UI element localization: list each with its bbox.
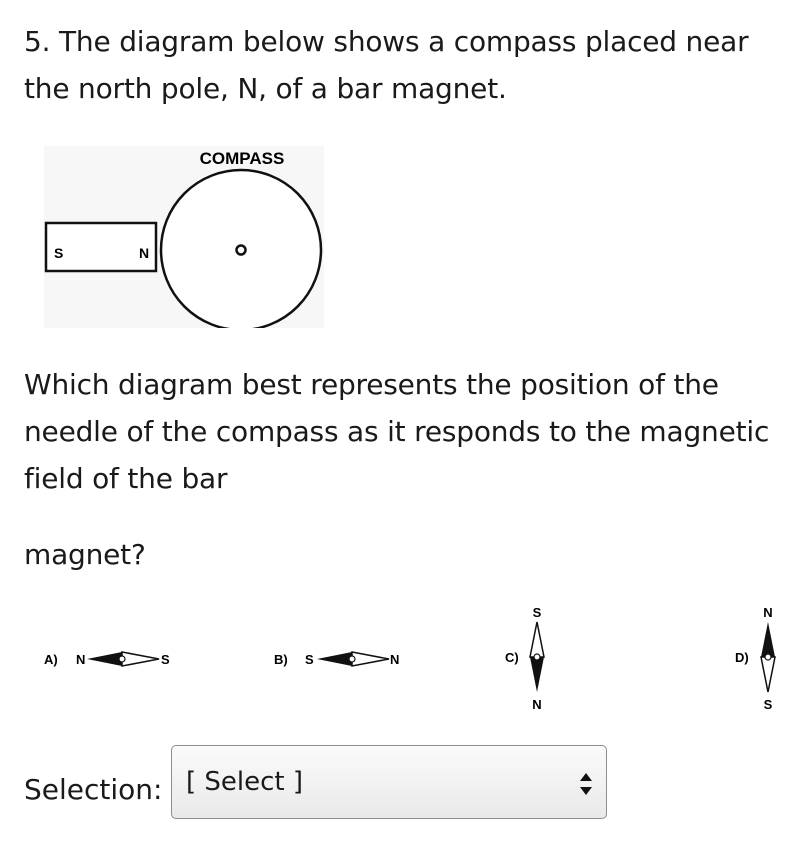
- needle-end-label: S: [161, 652, 170, 667]
- needle-end-label: N: [763, 605, 773, 620]
- needle-end-label: N: [390, 652, 400, 667]
- needle-pivot: [534, 654, 540, 660]
- needle-dark-half: [761, 622, 775, 657]
- needle-end-label: N: [76, 652, 86, 667]
- magnet-north-label: N: [139, 245, 150, 261]
- choice-d: [735, 605, 775, 712]
- choice-letter: A): [44, 652, 58, 667]
- question-prompt: Which diagram best represents the position of the needle of the compass as it responds to the magnetic field of the bar: [24, 368, 770, 495]
- question-intro: 5. The diagram below shows a compass placed near the north pole, N, of a bar magnet.: [24, 25, 749, 105]
- compass-circle: [161, 170, 321, 328]
- choice-b: [274, 652, 399, 667]
- needle-light-half: [352, 652, 389, 666]
- choice-letter: B): [274, 652, 288, 667]
- choice-letter: D): [735, 650, 749, 665]
- question-prompt-end: magnet?: [24, 538, 146, 571]
- choice-c: [505, 605, 544, 712]
- needle-pivot: [765, 654, 771, 660]
- needle-dark-half: [317, 652, 352, 666]
- select-value: [ Select ]: [186, 767, 304, 797]
- needle-dark-half: [530, 657, 544, 692]
- selection-label: Selection:: [24, 773, 163, 806]
- needle-light-half: [122, 652, 159, 666]
- choice-letter: C): [505, 650, 519, 665]
- compass-label: COMPASS: [199, 149, 285, 168]
- needle-end-label: S: [305, 652, 314, 667]
- choice-a: [44, 652, 170, 667]
- needle-dark-half: [87, 652, 122, 666]
- needle-end-label: S: [763, 697, 773, 712]
- needle-pivot: [119, 656, 125, 662]
- answer-choices: [30, 600, 790, 720]
- needle-end-label: S: [532, 605, 542, 620]
- up-down-arrows-icon: [580, 773, 592, 795]
- needle-light-half: [761, 657, 775, 692]
- needle-pivot: [349, 656, 355, 662]
- needle-end-label: N: [532, 697, 542, 712]
- answer-select[interactable]: [171, 745, 607, 819]
- needle-light-half: [530, 622, 544, 657]
- magnet-south-label: S: [54, 245, 64, 261]
- magnet-compass-diagram: [44, 146, 324, 328]
